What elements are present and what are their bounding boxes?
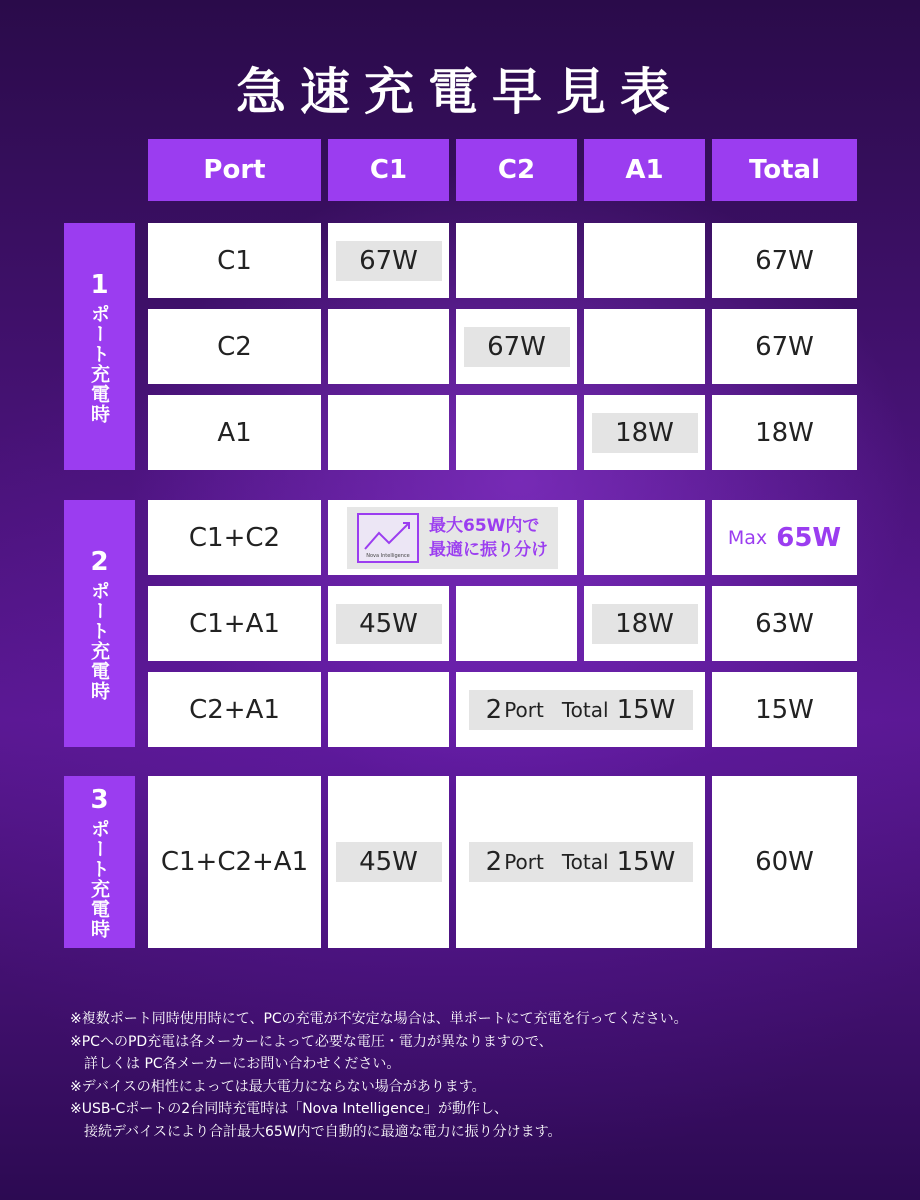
combo-value: 15W [616,847,676,877]
row-port-c1-c2-a1: C1+C2+A1 [148,776,321,948]
footnote: 詳しくは PC各メーカーにお問い合わせください。 [84,1056,401,1072]
group-number: 2 [90,546,109,577]
nova-line-1: 最大65W内で [429,515,540,536]
group-label: ポート充電時 [88,819,110,939]
row-total: 60W [712,776,857,948]
nova-intelligence-badge [347,507,558,569]
header-port: Port [148,139,321,201]
empty-cell [584,500,705,575]
combo-value: 15W [616,694,676,725]
value-chip: 45W [336,604,442,644]
combo-cell [456,672,705,747]
row-total-max [712,500,857,575]
group-number: 3 [90,785,109,815]
row-total: 63W [712,586,857,661]
empty-cell [456,223,577,298]
header-a1: A1 [584,139,705,201]
row-c2-cell [456,309,577,384]
footnote: ※複数ポート同時使用時にて、PCの充電が不安定な場合は、単ポートにて充電を行ってください。 [70,1011,688,1027]
nova-logo-text: Nova Intelligence [366,552,410,559]
combo-total-label: Total [561,850,609,874]
footnote: ※デバイスの相性によっては最大電力にならない場合があります。 [70,1078,486,1095]
row-total: 67W [712,309,857,384]
value-chip: 45W [336,842,442,882]
combo-num: 2 [485,847,503,877]
header-c1: C1 [328,139,449,201]
row-a1-cell [584,586,705,661]
max-prefix: Max [727,526,768,549]
row-port-c1-a1: C1+A1 [148,586,321,661]
max-value: 65W [776,522,842,553]
group-1-port [64,223,135,470]
row-total: 67W [712,223,857,298]
value-chip: 67W [464,327,570,367]
value-chip: 18W [592,413,698,453]
footnotes [70,1008,870,1143]
group-2-port [64,500,135,747]
nova-description [429,514,548,562]
row-port-c1-c2: C1+C2 [148,500,321,575]
value-chip: 67W [336,241,442,281]
footnote: ※USB-Cポートの2台同時充電時は「Nova Intelligence」が動作し、 [70,1101,509,1117]
empty-cell [584,223,705,298]
empty-cell [328,672,449,747]
header-total: Total [712,139,857,201]
row-port-c2: C2 [148,309,321,384]
combo-chip [469,690,693,730]
row-c1-cell [328,776,449,948]
group-label: ポート充電時 [88,580,110,701]
empty-cell [584,309,705,384]
combo-chip [469,842,693,882]
empty-cell [328,309,449,384]
nova-line-2: 最適に振り分け [429,539,548,560]
footnote: ※PCへのPD充電は各メーカーによって必要な電圧・電力が異なりますので、 [70,1033,553,1050]
empty-cell [456,395,577,470]
empty-cell [456,586,577,661]
empty-cell [328,395,449,470]
combo-total-label: Total [561,697,609,722]
row-port-c1: C1 [148,223,321,298]
nova-cell [328,500,577,575]
page-title: 急速充電早見表 [236,63,684,121]
combo-num: 2 [485,694,503,725]
row-port-a1: A1 [148,395,321,470]
nova-intelligence-logo-icon [357,513,419,563]
value-chip: 18W [592,604,698,644]
row-c1-cell [328,586,449,661]
group-3-port [64,776,135,948]
row-c1-cell [328,223,449,298]
footnote: 接続デバイスにより合計最大65W内で自動的に最適な電力に振り分けます。 [84,1123,562,1140]
row-port-c2-a1: C2+A1 [148,672,321,747]
combo-cell [456,776,705,948]
combo-port: Port [504,697,544,722]
combo-port: Port [504,850,544,874]
group-number: 1 [90,269,109,300]
row-a1-cell [584,395,705,470]
header-c2: C2 [456,139,577,201]
group-label: ポート充電時 [88,303,110,424]
row-total: 15W [712,672,857,747]
row-total: 18W [712,395,857,470]
